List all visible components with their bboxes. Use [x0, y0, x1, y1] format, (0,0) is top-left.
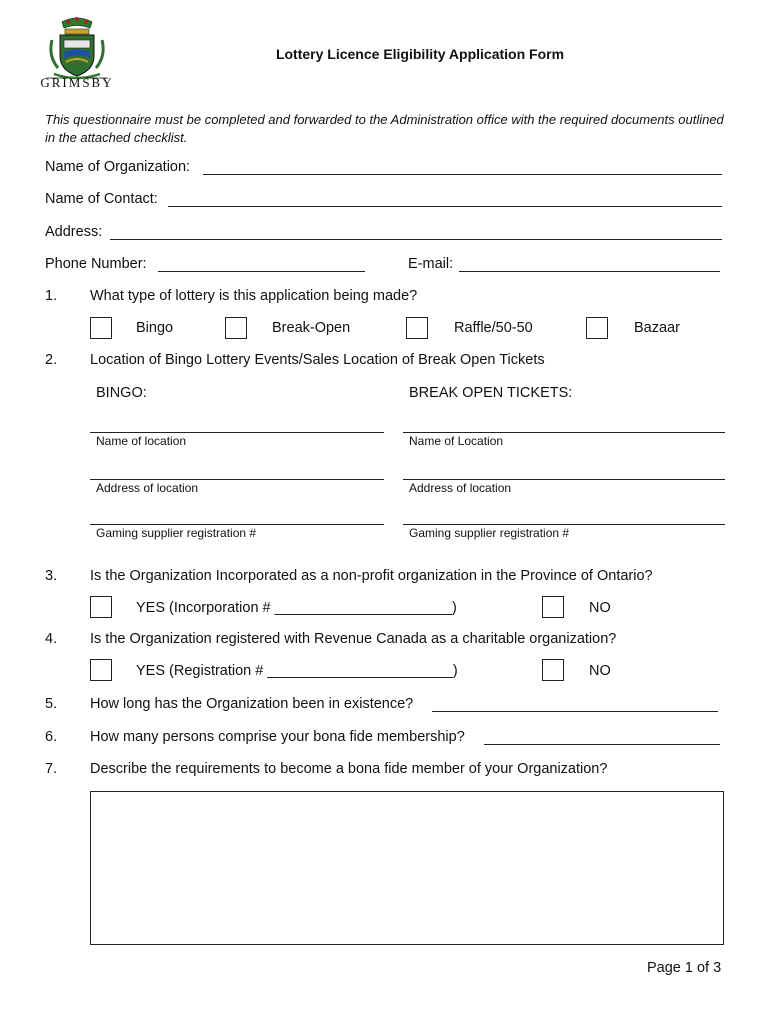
q4-text: Is the Organization registered with Revenue Canada as a charitable organization?: [90, 631, 617, 647]
incorporated-no-label: NO: [589, 600, 611, 616]
break-location-name-field[interactable]: [403, 432, 725, 433]
break-location-address-label: Address of location: [409, 481, 512, 495]
phone-field[interactable]: [158, 271, 365, 272]
page-number: Page 1 of 3: [647, 960, 722, 976]
q2-number: 2.: [45, 352, 58, 368]
q5-text: How long has the Organization been in existence?: [90, 696, 414, 712]
email-label: E-mail:: [408, 256, 454, 272]
charitable-no-checkbox[interactable]: [542, 659, 564, 681]
address-field[interactable]: [110, 239, 722, 240]
q6-number: 6.: [45, 729, 58, 745]
contact-field[interactable]: [168, 206, 722, 207]
bingo-location-address-field[interactable]: [90, 479, 384, 480]
intro-text: This questionnaire must be completed and forwarded to the Administration office with the required documents outlined in the attached checklist.: [45, 112, 724, 145]
break-open-heading: BREAK OPEN TICKETS:: [409, 385, 573, 401]
q1-text: What type of lottery is this application being made?: [90, 288, 418, 304]
q7-number: 7.: [45, 761, 58, 777]
raffle-option-label: Raffle/50-50: [454, 320, 533, 336]
break-open-option-label: Break-Open: [272, 320, 351, 336]
break-supplier-label: Gaming supplier registration #: [409, 526, 570, 540]
q7-text: Describe the requirements to become a bona fide member of your Organization?: [90, 761, 608, 777]
membership-field[interactable]: [484, 744, 720, 745]
bingo-checkbox[interactable]: [90, 317, 112, 339]
form-title: Lottery Licence Eligibility Application Form: [275, 46, 565, 62]
bingo-supplier-field[interactable]: [90, 524, 384, 525]
q6-text: How many persons comprise your bona fide membership?: [90, 729, 465, 745]
charitable-no-label: NO: [589, 663, 611, 679]
contact-label: Name of Contact:: [45, 191, 158, 207]
q3-text: Is the Organization Incorporated as a non-profit organization in the Province of Ontario?: [90, 568, 653, 584]
organization-field[interactable]: [203, 174, 722, 175]
bingo-location-address-label: Address of location: [96, 481, 199, 495]
incorporated-yes-label: YES (Incorporation # ______________________): [136, 600, 457, 616]
incorporated-no-checkbox[interactable]: [542, 596, 564, 618]
bazaar-checkbox[interactable]: [586, 317, 608, 339]
bingo-option-label: Bingo: [136, 320, 174, 336]
logo-wordmark: GRIMSBY: [40, 75, 114, 90]
charitable-yes-checkbox[interactable]: [90, 659, 112, 681]
q2-text: Location of Bingo Lottery Events/Sales Location of Break Open Tickets: [90, 352, 545, 368]
break-location-name-label: Name of Location: [409, 434, 504, 448]
raffle-checkbox[interactable]: [406, 317, 428, 339]
charitable-yes-label: YES (Registration # _______________________): [136, 663, 458, 679]
organization-label: Name of Organization:: [45, 159, 191, 175]
break-location-address-field[interactable]: [403, 479, 725, 480]
existence-field[interactable]: [432, 711, 718, 712]
membership-requirements-textarea[interactable]: [90, 791, 724, 945]
break-open-checkbox[interactable]: [225, 317, 247, 339]
bingo-location-name-label: Name of location: [96, 434, 187, 448]
bingo-heading: BINGO:: [96, 385, 147, 401]
break-supplier-field[interactable]: [403, 524, 725, 525]
bingo-location-name-field[interactable]: [90, 432, 384, 433]
incorporated-yes-checkbox[interactable]: [90, 596, 112, 618]
q5-number: 5.: [45, 696, 58, 712]
phone-label: Phone Number:: [45, 256, 147, 272]
q1-number: 1.: [45, 288, 58, 304]
q4-number: 4.: [45, 631, 58, 647]
address-label: Address:: [45, 224, 103, 240]
email-field[interactable]: [459, 271, 720, 272]
bingo-supplier-label: Gaming supplier registration #: [96, 526, 257, 540]
q3-number: 3.: [45, 568, 58, 584]
bazaar-option-label: Bazaar: [634, 320, 680, 336]
